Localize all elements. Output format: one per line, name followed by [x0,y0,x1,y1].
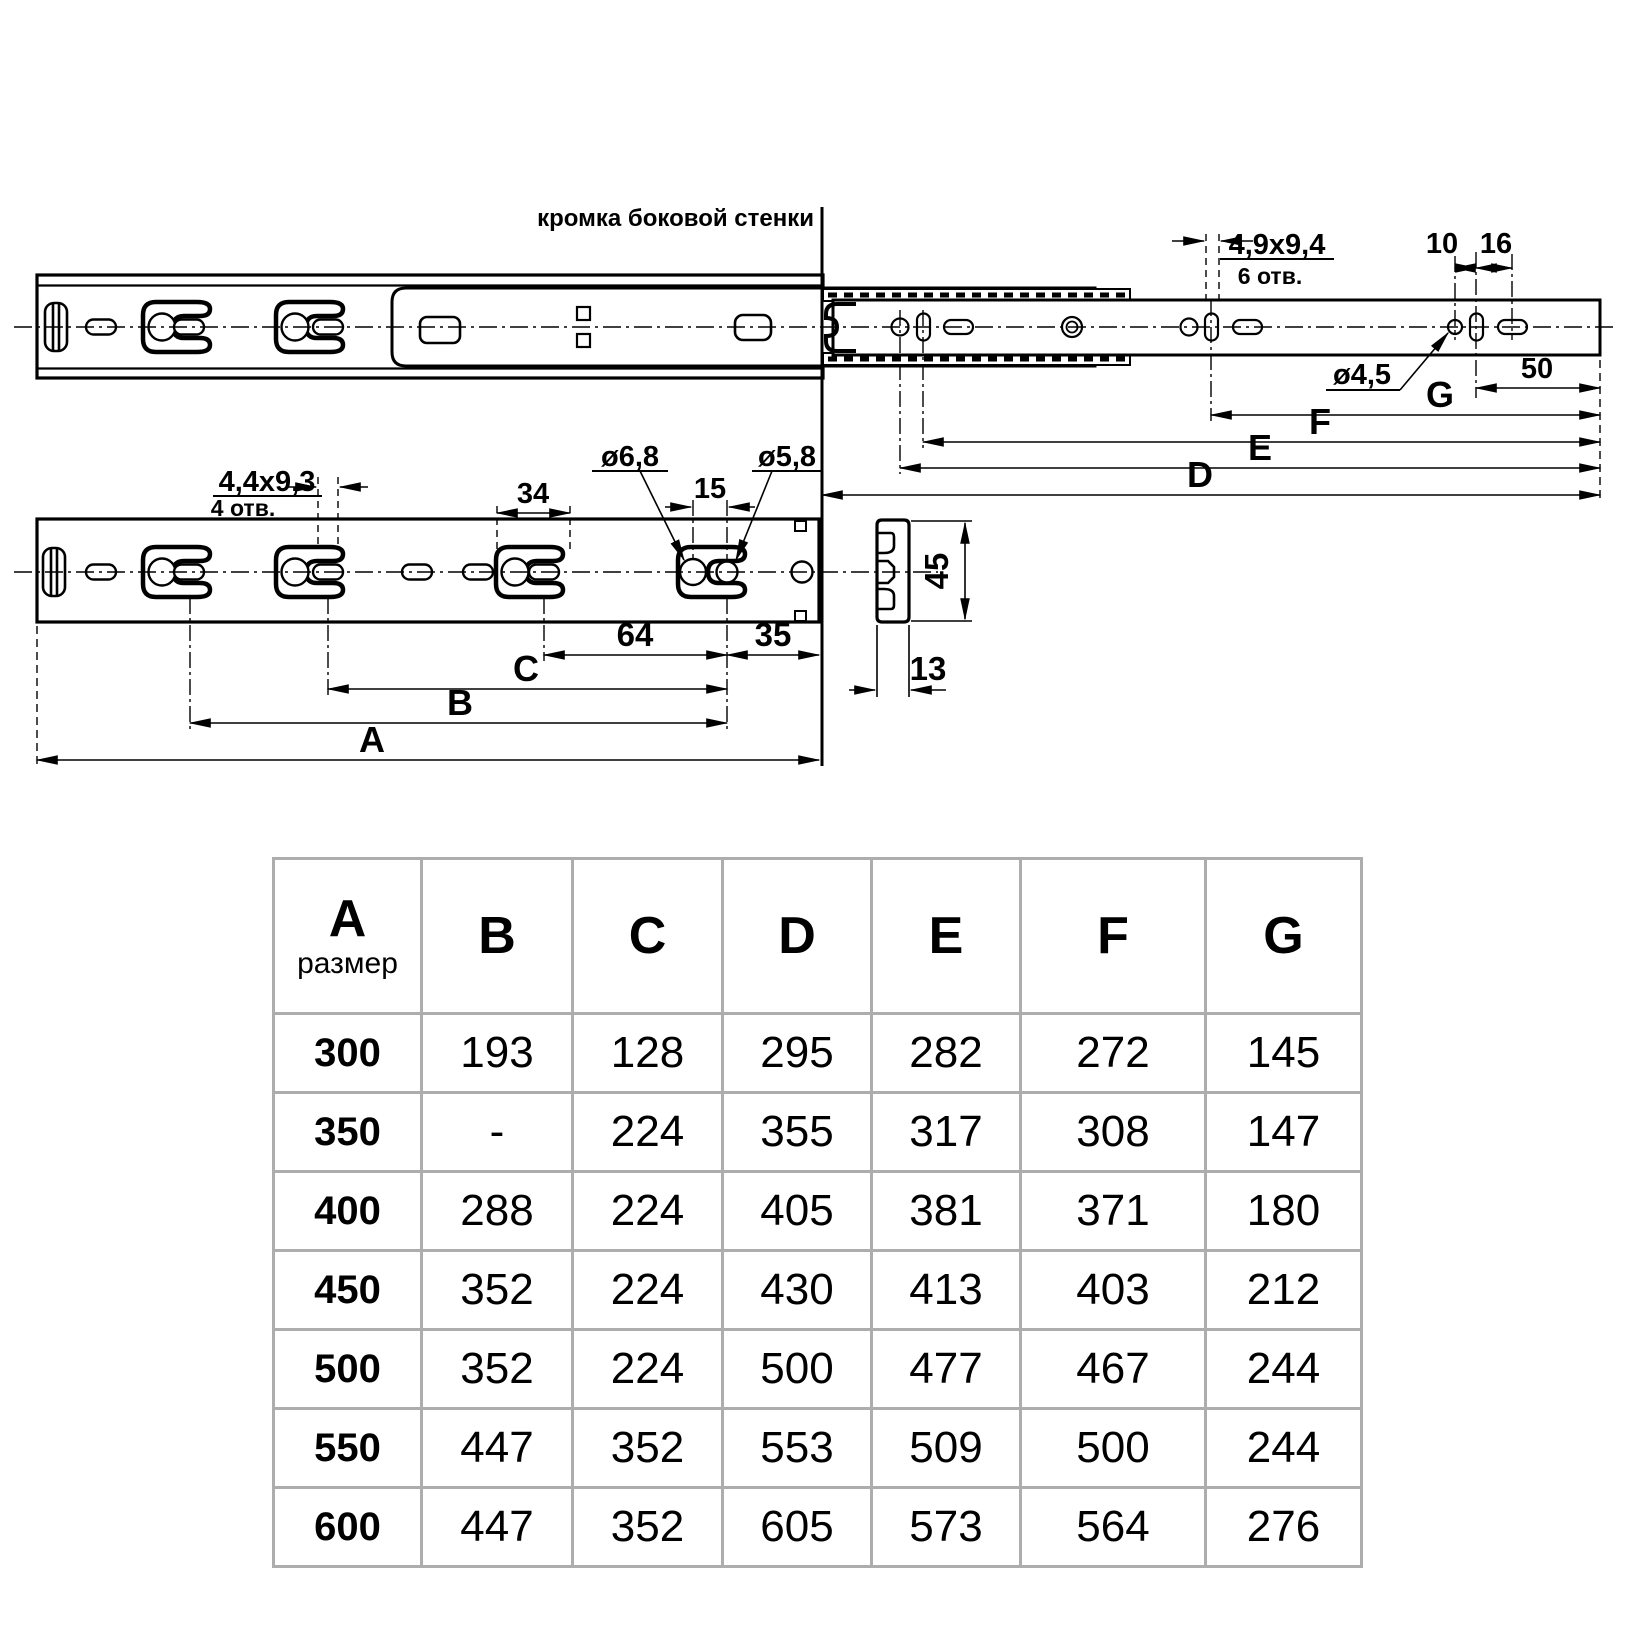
callout-bottom-size: 4,4x9,3 [218,466,316,498]
cell-c: 224 [573,1172,723,1251]
cell-b: 447 [422,1409,573,1488]
cell-e: 317 [872,1093,1021,1172]
dia-4-5: ø4,5 [1332,359,1392,391]
cell-b: 447 [422,1488,573,1567]
cell-c: 224 [573,1251,723,1330]
cell-f: 272 [1021,1014,1206,1093]
dim-16: 16 [1479,228,1513,260]
cell-d: 605 [723,1488,872,1567]
dim-c: C [513,648,539,689]
cell-e: 573 [872,1488,1021,1567]
cell-g: 244 [1206,1409,1362,1488]
cell-b: - [422,1093,573,1172]
cell-e: 477 [872,1330,1021,1409]
cell-size: 450 [274,1251,422,1330]
cell-e: 282 [872,1014,1021,1093]
cell-b: 193 [422,1014,573,1093]
cell-c: 128 [573,1014,723,1093]
dim-d: D [1187,454,1213,495]
table-header-row [274,859,1362,1014]
dim-50: 50 [1520,353,1554,385]
dim-f: F [1309,401,1331,442]
cell-size: 300 [274,1014,422,1093]
cell-e: 509 [872,1409,1021,1488]
table-row [274,1330,1362,1409]
cell-size: 500 [274,1330,422,1409]
middle-member-window [420,317,460,343]
dim-e: E [1247,427,1273,468]
dia-6-8: ø6,8 [600,441,660,473]
col-header-b: B [422,859,573,1014]
cell-size: 400 [274,1172,422,1251]
cell-e: 413 [872,1251,1021,1330]
cell-b: 352 [422,1330,573,1409]
col-header-c: C [573,859,723,1014]
cell-b: 288 [422,1172,573,1251]
cell-d: 295 [723,1014,872,1093]
cell-d: 430 [723,1251,872,1330]
dim-15: 15 [693,473,727,505]
dim-64: 64 [616,616,654,653]
cell-c: 224 [573,1093,723,1172]
cell-g: 147 [1206,1093,1362,1172]
cell-g: 145 [1206,1014,1362,1093]
cell-f: 403 [1021,1251,1206,1330]
cell-g: 212 [1206,1251,1362,1330]
side-wall-edge-label: кромка боковой стенки [537,205,814,232]
cell-f: 564 [1021,1488,1206,1567]
col-header-f: F [1021,859,1206,1014]
cell-d: 405 [723,1172,872,1251]
cell-size: 350 [274,1093,422,1172]
table-row [274,1093,1362,1172]
cell-e: 381 [872,1172,1021,1251]
col-header-a [274,859,422,1014]
table-row [274,1172,1362,1251]
cell-c: 224 [573,1330,723,1409]
callout-top-size: 4,9x9,4 [1228,229,1326,261]
cell-d: 355 [723,1093,872,1172]
col-header-d: D [723,859,872,1014]
dim-35: 35 [754,616,792,653]
dim-a: A [359,719,385,760]
dim-10: 10 [1425,228,1459,260]
dia-5-8: ø5,8 [757,441,817,473]
cell-c: 352 [573,1409,723,1488]
dim-34: 34 [516,478,550,510]
dim-b: B [447,682,473,723]
cross-section [877,520,909,622]
cell-f: 467 [1021,1330,1206,1409]
cell-size: 600 [274,1488,422,1567]
table-row [274,1014,1362,1093]
cell-f: 308 [1021,1093,1206,1172]
cabinet-member-view [37,519,819,622]
cell-f: 371 [1021,1172,1206,1251]
table-row [274,1409,1362,1488]
callout-top-holes: 6 отв. [1237,263,1303,289]
section-height-45: 45 [918,552,955,590]
dimensions-table-wrap [272,857,1360,1568]
cell-b: 352 [422,1251,573,1330]
cell-size: 550 [274,1409,422,1488]
callout-bottom-holes: 4 отв. [210,495,276,521]
cell-d: 553 [723,1409,872,1488]
cell-f: 500 [1021,1409,1206,1488]
dimensions-table [272,857,1363,1568]
cell-g: 276 [1206,1488,1362,1567]
col-header-e: E [872,859,1021,1014]
table-row [274,1251,1362,1330]
section-width-13: 13 [909,650,947,687]
cell-g: 180 [1206,1172,1362,1251]
cell-c: 352 [573,1488,723,1567]
dim-g: G [1425,374,1455,415]
cell-d: 500 [723,1330,872,1409]
col-header-g: G [1206,859,1362,1014]
col-header-a-sub: размер [297,946,398,980]
col-header-a-letter: A [328,889,367,948]
table-row [274,1488,1362,1567]
cell-g: 244 [1206,1330,1362,1409]
